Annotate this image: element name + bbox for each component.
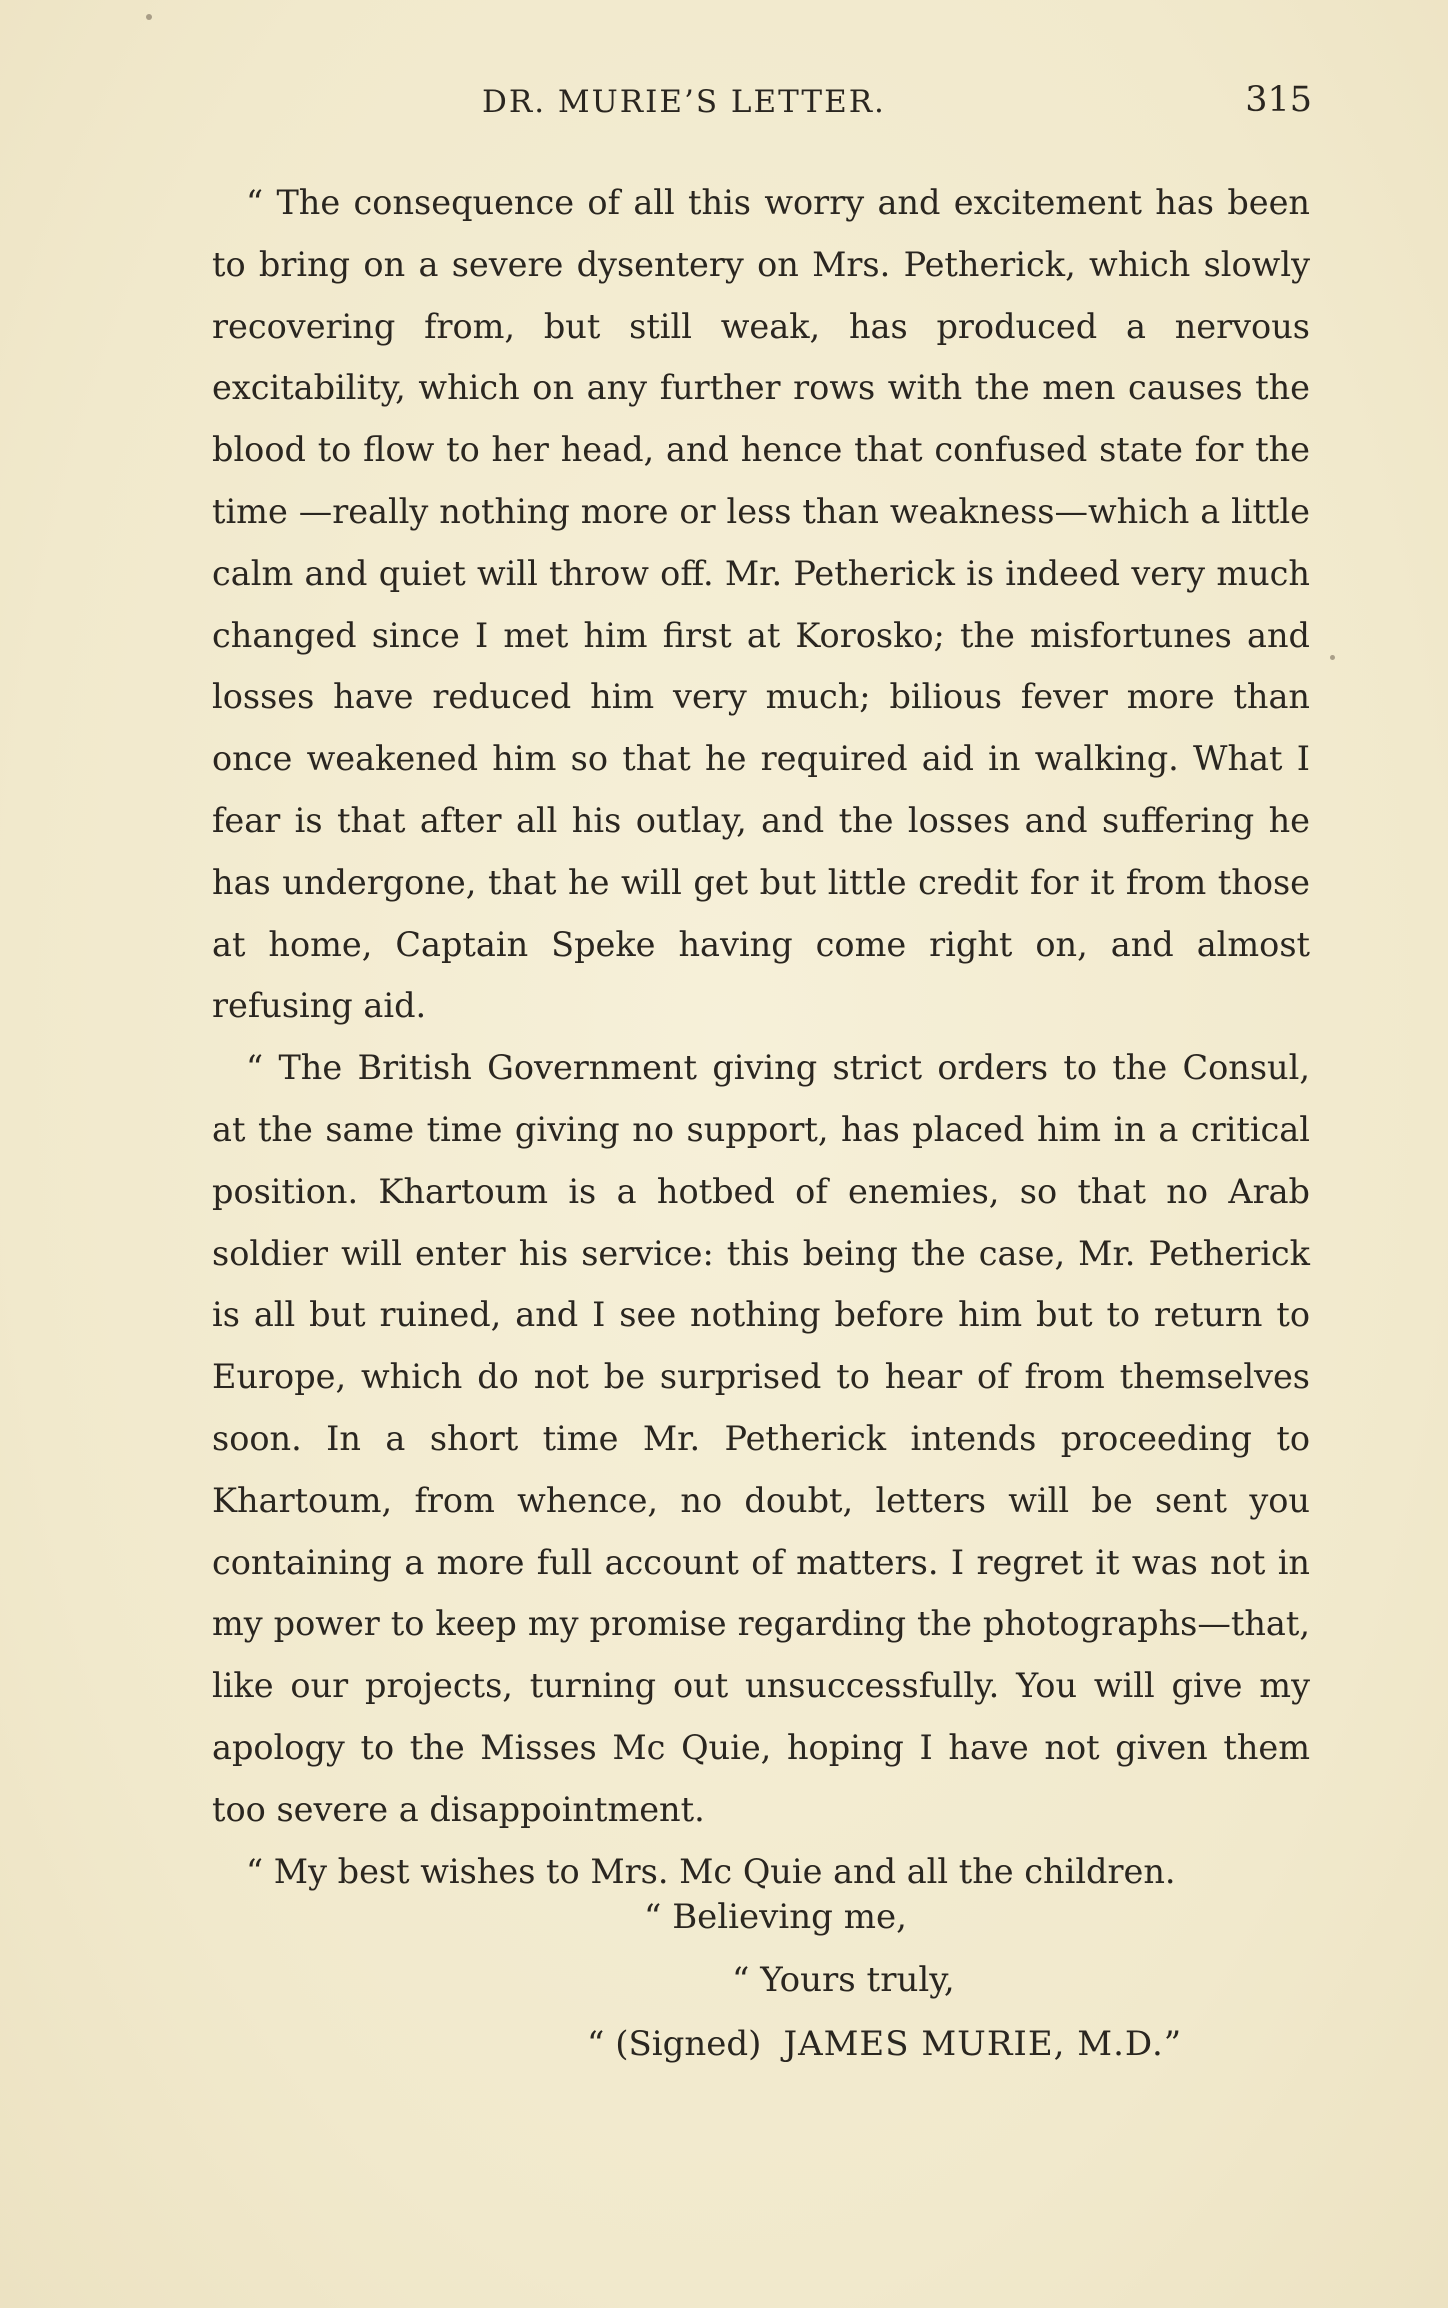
- page-number: 315: [1245, 80, 1312, 120]
- paragraph: “ The British Government giving strict orders to the Consul, at the same time giving no support, has placed him in a critical position. Khartoum is a hotbed of enemies, so that no Arab soldier will enter his service: this being the case, Mr. Petherick is all but ruined, and I see nothing before him but to return to Europe, which do not be surprised to hear of from themselves soon. In a short time Mr. Petherick intends proceeding to Khartoum, from whence, no doubt, letters will be sent you containing a more full account of matters. I regret it was not in my power to keep my promise regarding the photographs—that, like our projects, turning out unsuccessfully. You will give my apology to the Misses Mc Quie, hoping I have not given them too severe a disappointment.: [212, 1048, 1310, 1829]
- running-head: [212, 80, 1312, 130]
- signature-line: [212, 2024, 1312, 2064]
- paragraph: “ My best wishes to Mrs. Mc Quie and all the children.: [246, 1851, 1176, 1891]
- signatory-name: JAMES MURIE, M.D.”: [783, 2024, 1183, 2064]
- paragraph: “ The consequence of all this worry and excitement has been to bring on a severe dysentery on Mrs. Petherick, which slowly recovering from, but still weak, has produced a nervous excitability, which on any further rows with the men causes the blood to flow to her head, and hence that confused state for the time —really nothing more or less than weakness—which a little calm and quiet will throw off. Mr. Petherick is indeed very much changed since I met him first at Korosko; the misfortunes and losses have reduced him very much; bilious fever more than once weakened him so that he required aid in walking. What I fear is that after all his outlay, and the losses and suffering he has undergone, that he will get but little credit for it from those at home, Captain Speke having come right on, and almost refusing aid.: [212, 183, 1310, 1026]
- letter-body: [212, 172, 1310, 1902]
- signed-label: “ (Signed): [587, 2024, 762, 2064]
- paper-speck: [1330, 655, 1335, 660]
- paper-speck: [146, 14, 152, 20]
- closing-line: “ Yours truly,: [732, 1960, 955, 2000]
- closing-line: “ Believing me,: [644, 1897, 907, 1937]
- running-title: DR. MURIE’S LETTER.: [482, 84, 886, 120]
